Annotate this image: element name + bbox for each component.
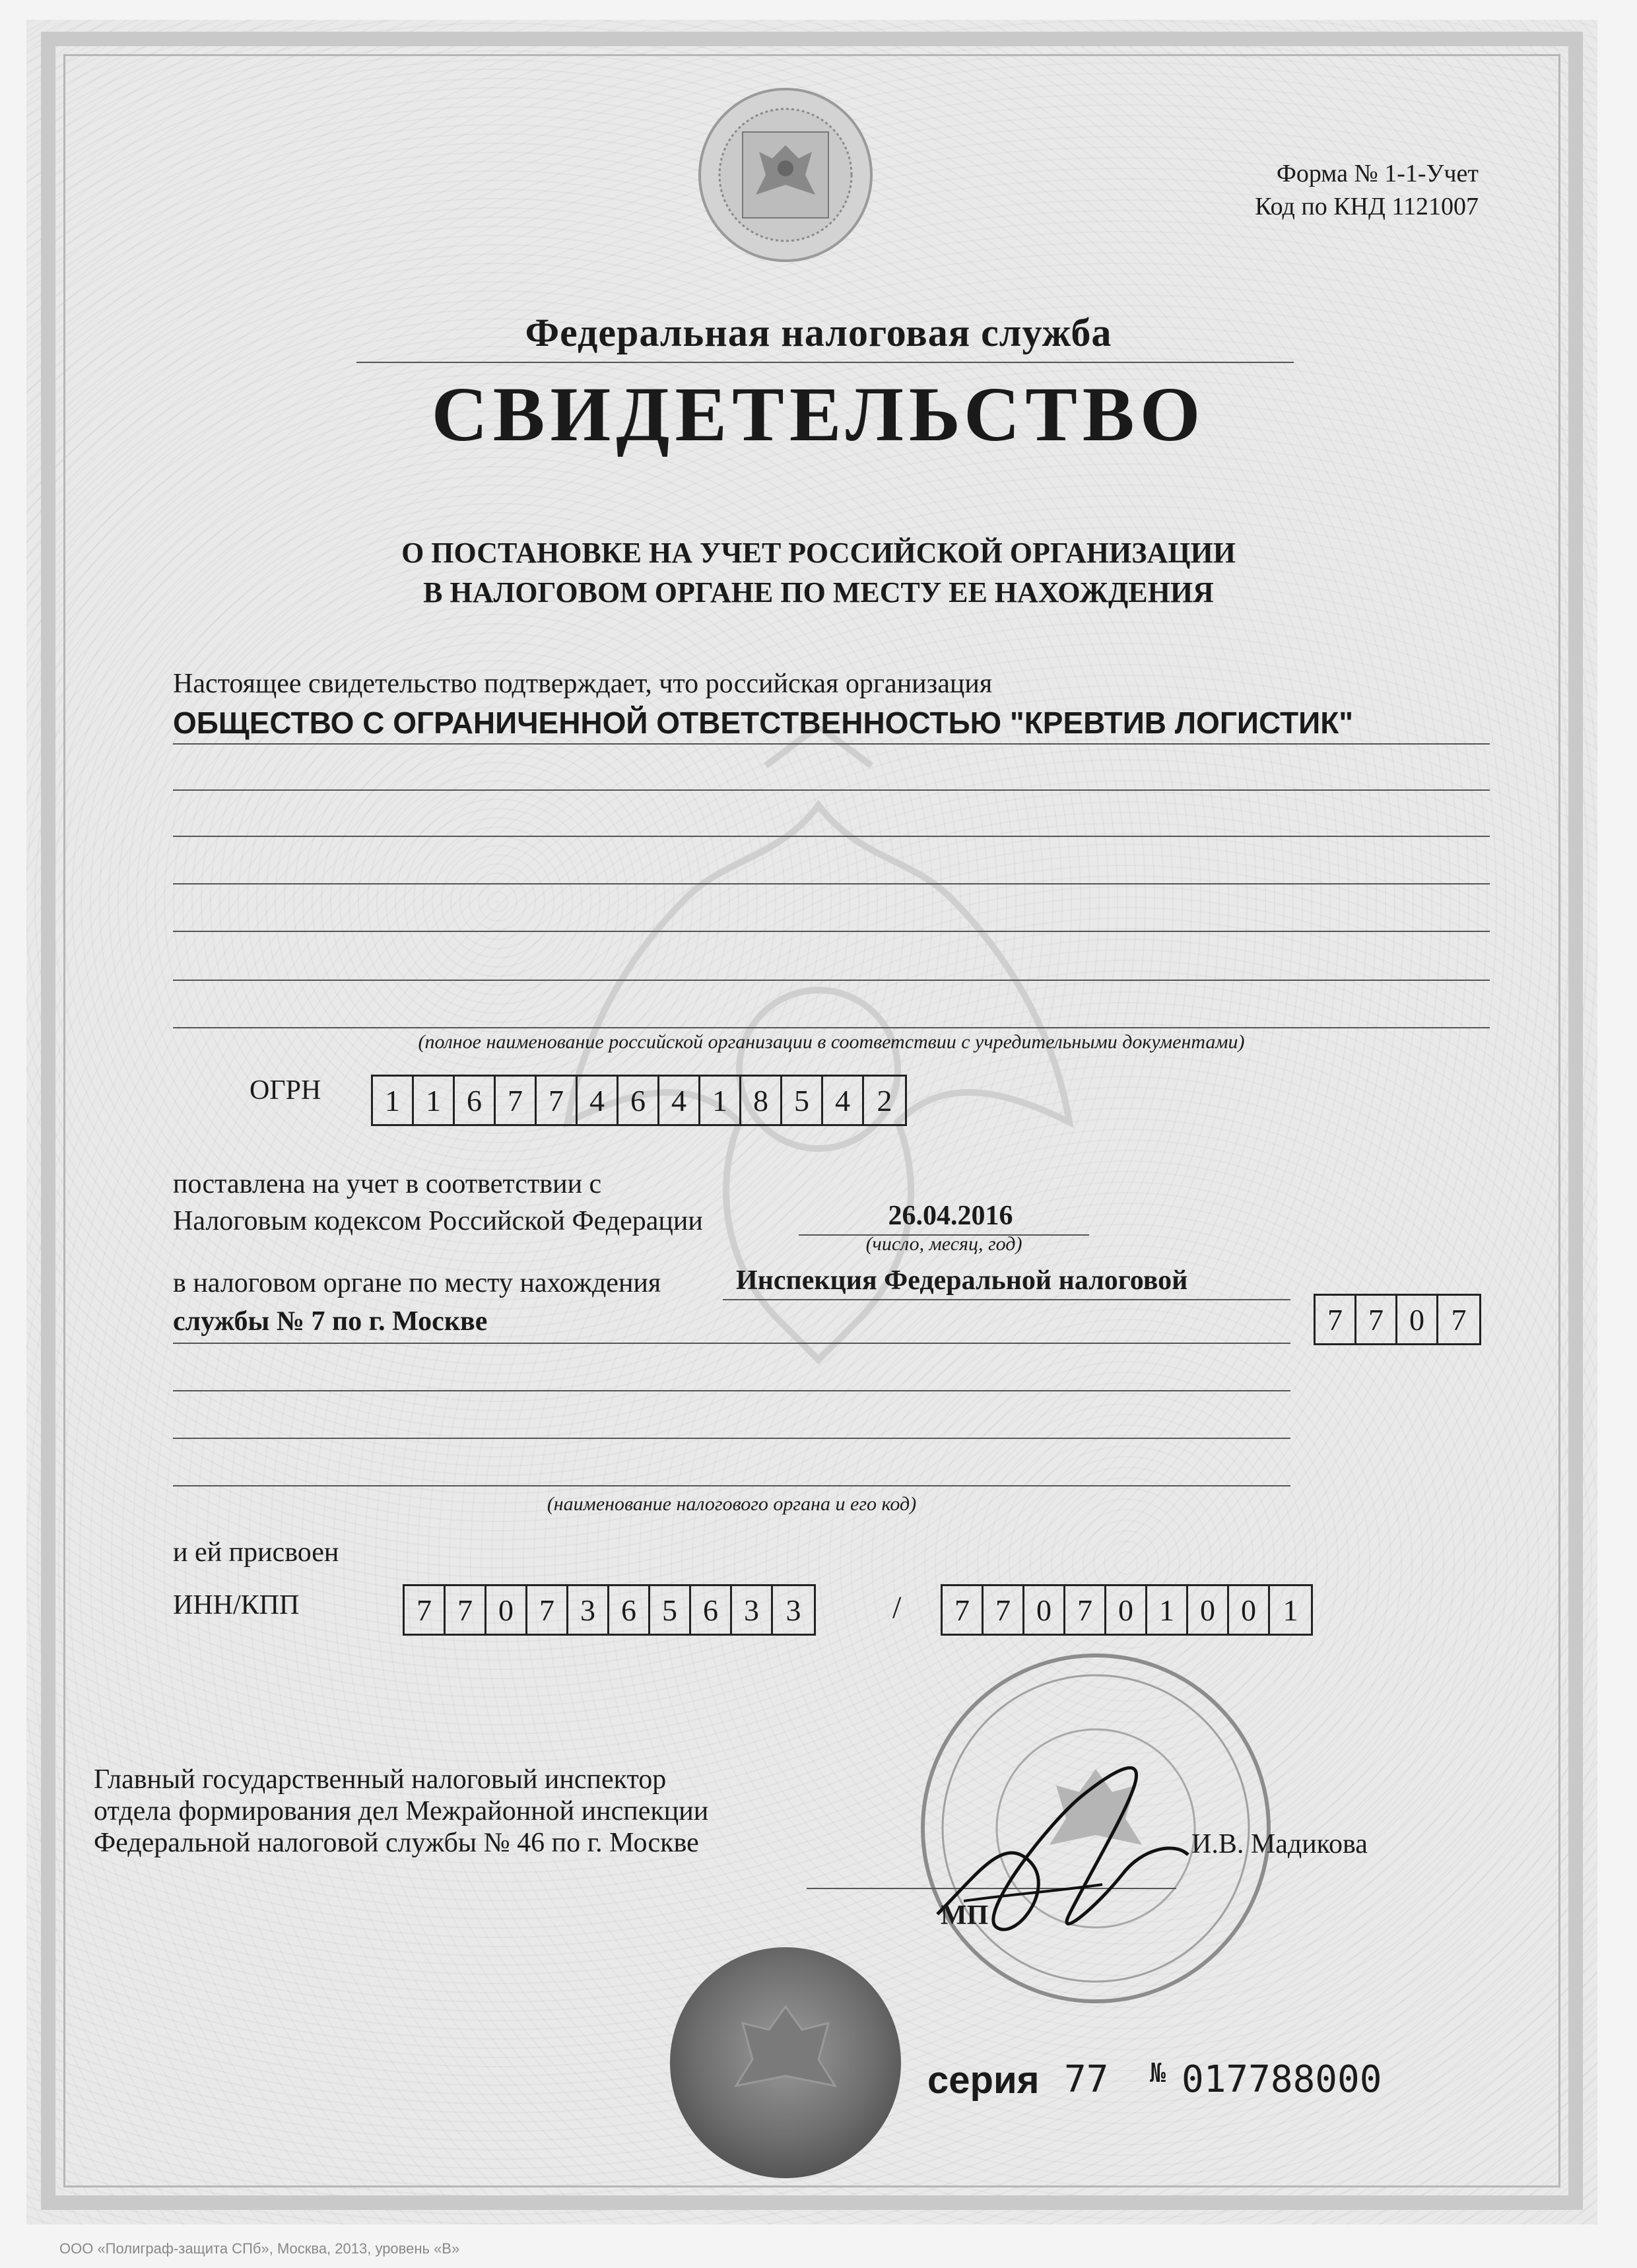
- document-title: СВИДЕТЕЛЬСТВО: [431, 371, 1206, 457]
- kpp-boxes: [941, 1584, 1313, 1636]
- kpp-digit: 1: [1283, 1593, 1298, 1627]
- tax-code-digit: 7: [1451, 1302, 1467, 1337]
- serial-series: 77: [1064, 2058, 1109, 2101]
- signatory-line-1: Главный государственный налоговый инспектор: [94, 1764, 667, 1795]
- registration-line-1: поставлена на учет в соответствии с: [173, 1169, 602, 1199]
- ogrn-digit: 8: [741, 1077, 782, 1124]
- signatory-name: И.В. Мадикова: [1191, 1829, 1368, 1859]
- printer-footer: ООО «Полиграф-защита СПб», Москва, 2013, уровень «В»: [59, 2240, 460, 2257]
- date-caption: (число, месяц, год): [865, 1233, 1022, 1255]
- tax-authority-line-4: [173, 1438, 1290, 1439]
- tax-authority-name-1: Инспекция Федеральной налоговой: [736, 1265, 1188, 1296]
- ogrn-digit: 5: [782, 1077, 823, 1124]
- ogrn-digit: 7: [537, 1077, 578, 1124]
- ogrn-digit: 2: [877, 1083, 892, 1117]
- inn-digit: 0: [486, 1586, 527, 1634]
- inn-boxes: [403, 1584, 816, 1636]
- kpp-digit: 7: [943, 1586, 984, 1634]
- ogrn-digit: 1: [373, 1077, 414, 1124]
- signatory-line-3: Федеральной налоговой службы № 46 по г. Москве: [94, 1828, 699, 1858]
- state-emblem-medallion: [696, 86, 875, 264]
- inn-digit: 7: [446, 1586, 486, 1634]
- ogrn-digit: 7: [496, 1077, 537, 1124]
- form-number-block: [1255, 157, 1479, 223]
- inn-digit: 6: [691, 1586, 732, 1634]
- intro-text: Настоящее свидетельство подтверждает, что российская организация: [173, 669, 993, 699]
- tax-code-digit: 0: [1397, 1296, 1438, 1343]
- inn-kpp-separator: /: [892, 1590, 902, 1625]
- tax-authority-name-2: службы № 7 по г. Москве: [173, 1306, 488, 1337]
- kpp-digit: 7: [984, 1586, 1024, 1634]
- tax-authority-line-1: [723, 1299, 1290, 1300]
- document-subtitle: [33, 533, 1604, 613]
- ogrn-label: ОГРН: [250, 1075, 321, 1106]
- kpp-digit: 0: [1106, 1586, 1147, 1634]
- serial-label: серия: [927, 2059, 1040, 2102]
- serial-number: 017788000: [1182, 2058, 1382, 2101]
- agency-underline: [356, 362, 1294, 363]
- eagle-watermark-icon: [449, 726, 1188, 1419]
- inn-digit: 3: [785, 1593, 801, 1627]
- hologram-seal-icon: [667, 1944, 904, 2182]
- inn-kpp-label: ИНН/КПП: [173, 1590, 300, 1620]
- inn-digit: 7: [527, 1586, 568, 1634]
- tax-authority-line-3: [173, 1390, 1290, 1391]
- org-name-line-5: [173, 931, 1490, 932]
- tax-authority-line-5: [173, 1485, 1290, 1486]
- org-name-line-4: [173, 883, 1490, 884]
- kpp-digit: 1: [1147, 1586, 1188, 1634]
- subtitle-line-2: В НАЛОГОВОМ ОРГАНЕ ПО МЕСТУ ЕЕ НАХОЖДЕНИЯ: [423, 576, 1214, 609]
- org-name-line-3: [173, 836, 1490, 837]
- inn-digit: 7: [405, 1586, 446, 1634]
- inn-digit: 6: [609, 1586, 650, 1634]
- ogrn-digit: 1: [700, 1077, 741, 1124]
- inn-digit: 3: [568, 1586, 609, 1634]
- mp-mark: МП: [941, 1900, 989, 1931]
- ogrn-digit: 1: [414, 1077, 455, 1124]
- signatory-title: [94, 1764, 708, 1859]
- tax-code-digit: 7: [1316, 1296, 1356, 1343]
- form-number: Форма № 1-1-Учет: [1276, 160, 1479, 187]
- ogrn-digit: 4: [823, 1077, 864, 1124]
- ogrn-digit: 6: [618, 1077, 659, 1124]
- ogrn-boxes: [371, 1075, 907, 1126]
- registration-line-2: Налоговым кодексом Российской Федерации: [173, 1206, 703, 1236]
- kpp-digit: 0: [1024, 1586, 1065, 1634]
- organization-caption: (полное наименование российской организации в соответствии с учредительными документами): [418, 1031, 1245, 1053]
- ogrn-digit: 6: [455, 1077, 496, 1124]
- signatory-line-2: отдела формирования дел Межрайонной инспекции: [94, 1796, 709, 1826]
- org-name-line-2: [173, 789, 1490, 791]
- knd-code: Код по КНД 1121007: [1255, 193, 1479, 220]
- kpp-digit: 0: [1188, 1586, 1229, 1634]
- kpp-digit: 0: [1229, 1586, 1270, 1634]
- ogrn-digit: 4: [578, 1077, 618, 1124]
- ogrn-digit: 4: [659, 1077, 700, 1124]
- subtitle-line-1: О ПОСТАНОВКЕ НА УЧЕТ РОССИЙСКОЙ ОРГАНИЗАЦИИ: [401, 537, 1236, 569]
- serial-number-sign: №: [1150, 2058, 1166, 2088]
- organization-name: ОБЩЕСТВО С ОГРАНИЧЕННОЙ ОТВЕТСТВЕННОСТЬЮ "КРЕВТИВ ЛОГИСТИК": [173, 706, 1354, 740]
- agency-name: Федеральная налоговая служба: [525, 311, 1112, 354]
- inn-digit: 3: [732, 1586, 773, 1634]
- org-name-line-7: [173, 1027, 1490, 1028]
- tax-authority-prefix: в налоговом органе по месту нахождения: [173, 1268, 661, 1298]
- tax-authority-caption: (наименование налогового органа и его код): [547, 1493, 917, 1515]
- registration-date: 26.04.2016: [888, 1201, 1013, 1231]
- inn-digit: 5: [650, 1586, 691, 1634]
- org-name-line-6: [173, 980, 1490, 981]
- tax-authority-line-2: [173, 1343, 1290, 1344]
- org-name-line-1: [173, 743, 1490, 745]
- assigned-text: и ей присвоен: [173, 1537, 339, 1568]
- tax-code-boxes: [1314, 1294, 1481, 1345]
- tax-code-digit: 7: [1356, 1296, 1397, 1343]
- kpp-digit: 7: [1065, 1586, 1106, 1634]
